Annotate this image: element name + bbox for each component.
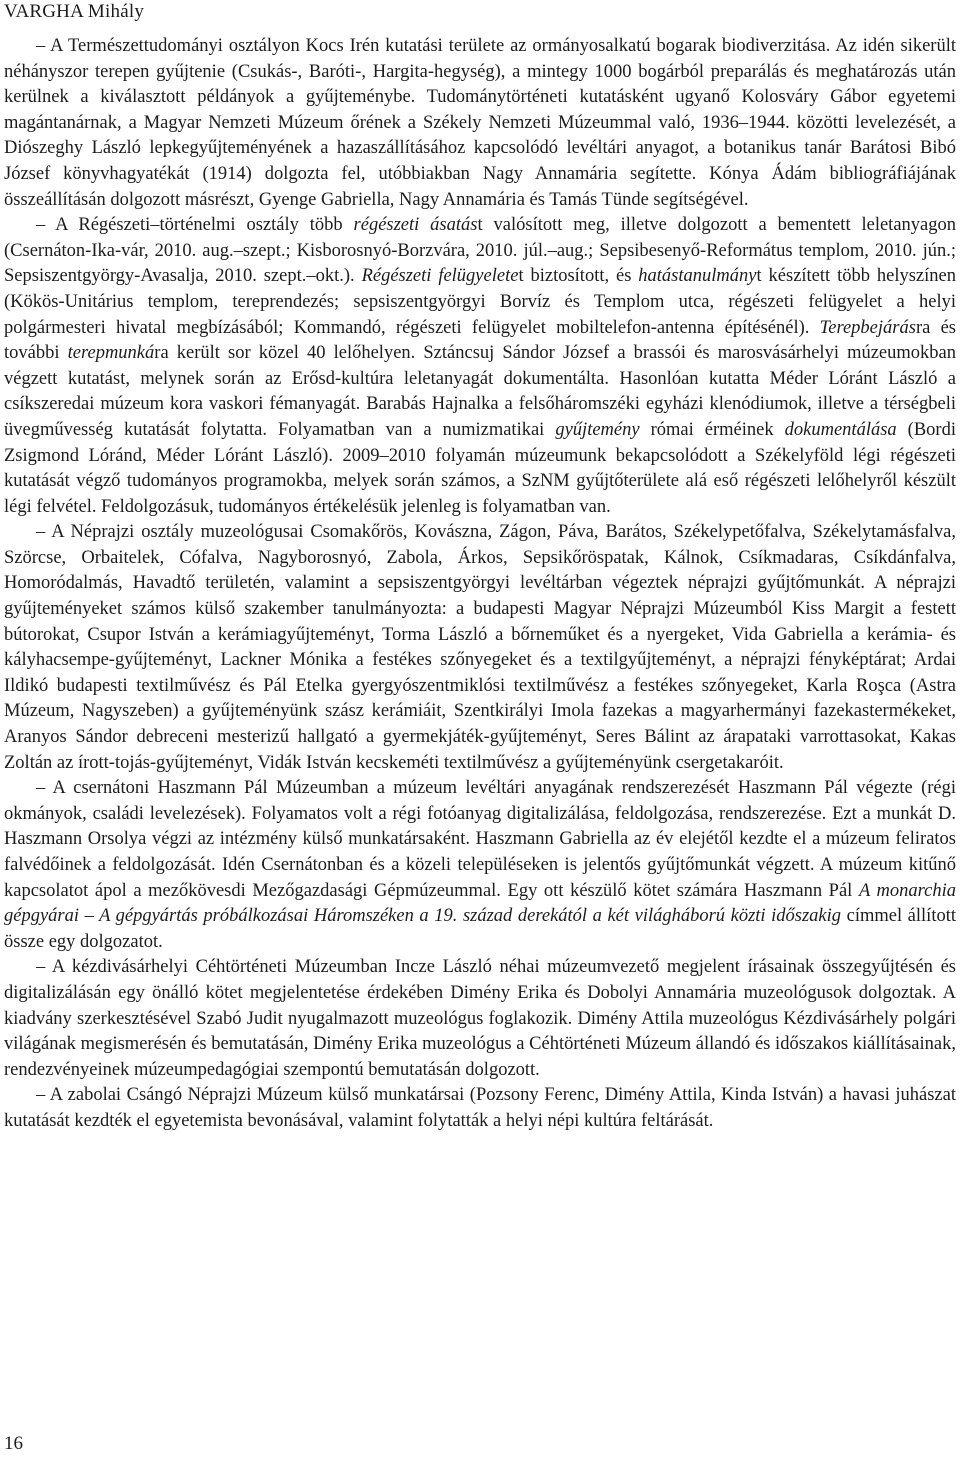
text-run: római érméinek [639,419,785,440]
text-run: – A csernátoni Haszmann Pál Múzeumban a múzeum levéltári anyagának rendszerezését Haszmann Pál végezte (régi okmányok, családi levelezések). Folyamatos volt a régi fotóanyag digitalizálása, feldolgozása, rendszerezése. Ezt a munkát D. Haszmann Orsolya végzi az intézmény külső munkatársaként. Haszmann Gabriella az év elejétől kezdte el a múzeum feliratos falvédőinek a feldolgozását. Idén Csernátonban és a közeli településeken is jelentős gyűjtőmunkát végzett. A múzeum kitűnő kapcsolatot ápol a mezőkövesdi Mezőgazdasági Gépmúzeummal. Egy ott készülő kötet számára Haszmann Pál [4,778,956,901]
text-run: t biztosított, és [518,266,639,287]
article-body [4,34,956,1135]
italic-text: terepmunká [67,343,155,364]
text-run: – A Régészeti–történelmi osztály több [36,215,354,236]
italic-text: régészeti ásatás [353,215,478,236]
italic-text: gyűjtemény [555,419,640,440]
text-run: címmel állított össze egy dolgozatot. [4,906,956,952]
text-run: (Bordi Zsigmond Lóránd, Méder Lóránt László). 2009–2010 folyamán múzeumunk bekapcsolódott a Székelyföld légi régészeti kutatását végző tudományos programokba, melyek során számos, a SzNM gyűjtőterülete alá eső régészeti lelőhelyről készült légi felvétel. Feldolgozásuk, tudományos értékelésük jelenleg is folyamatban van. [4,419,956,517]
page-number: 16 [4,1433,23,1454]
text-run: t készített több helyszínen (Kökös-Unitárius templom, tereprendezés; sepsiszentgyörgyi Borvíz és Templom utca, régészeti felügyelet a helyi polgármesteri hivatal megbízásából; Kommandó, régészeti felügyelet mobiltelefon-antenna építésénél). [4,266,956,338]
text-run: – A Néprajzi osztály muzeológusai Csomakőrös, Kovászna, Zágon, Páva, Barátos, Székelypetőfalva, Székelytamásfalva, Szörcse, Orbaitelek, Cófalva, Nagyborosnyó, Zabola, Árkos, Sepsikőröspatak, Kálnok, Csíkmadaras, Csíkdánfalva, Homoródalmás, Havadtő területén, valamint a sepsiszentgyörgyi levéltárban végeztek néprajzi gyűjtőmunkát. A néprajzi gyűjteményeket számos külső szakember tanulmányozta: a budapesti Magyar Néprajzi Múzeumból Kiss Margit a festett bútorokat, Csupor István a kerámiagyűjteményt, Torma László a bőrneműket és a nyergeket, Vida Gabriella a kerámia- és kályhacsempe-gyűjteményt, Lackner Mónika a festékes szőnyegeket és a textilgyűjteményt, a néprajzi fényképtárat; Ardai Ildikó budapesti textilművész és Pál Etelka gyergyószentmiklósi textilművész a festékes szőnyegeket, Karla Roşca (Astra Múzeum, Nagyszeben) a gyűjteményünk szász kerámiáit, Szentkirályi Imola fazekas a magyarhermányi fazekastermékeket, Aranyos Sándor debreceni mesterizű hallgató a gyermekjáték-gyűjteményt, Seres Bálint az árapataki varrottasokat, Kakas Zoltán az írott-tojás-gyűjteményt, Vidák István kecskeméti textilművész a gyűjteményünk csergetakaróit. [4,522,956,773]
paragraph [4,776,956,955]
text-run: t valósított meg, illetve dolgozott a bementett leletanyagon (Csernáton-Ika-vár, 2010. aug.–szept.; Kisborosnyó-Borzvára, 2010. júl.–aug.; Sepsibesenyő-Református templom, 2010. jún.; Sepsiszentgyörgy-Avasalja, 2010. szept.–okt.). [4,215,956,287]
text-run: – A kézdivásárhelyi Céhtörténeti Múzeumban Incze László néhai múzeumvezető megjelent írásainak összegyűjtésén és digitalizálásán egy önálló kötet megjelentetése érdekében Dimény Erika és Dobolyi Annamária muzeológusok dolgoztak. A kiadvány szerkesztésével Szabó Judit nyugalmazott muzeológus foglakozik. Dimény Attila muzeológus Kézdivásárhely polgári világának megismerésén és bemutatásán, Dimény Erika muzeológus a Céhtörténeti Múzeum állandó és időszakos kiállításainak, rendezvényeinek múzeumpedagógiai szempontú bemutatásán dolgozott. [4,957,956,1080]
paragraph [4,955,956,1083]
italic-text: hatástanulmány [638,266,757,287]
paragraph [4,213,956,520]
text-run: – A zabolai Csángó Néprajzi Múzeum külső munkatársai (Pozsony Ferenc, Dimény Attila, Kinda István) a havasi juhászat kutatását kezdték el egyetemista bevonásával, valamint folytatták a helyi népi kultúra feltárását. [4,1085,956,1131]
paragraph [4,1083,956,1134]
italic-text: Régészeti felügyelete [361,266,519,287]
text-run: ra került sor közel 40 lelőhelyen. Sztáncsuj Sándor József a brassói és marosvásárhelyi múzeumokban végzett kutatást, melynek során az Erősd-kultúra leletanyagát dokumentálta. Hasonlóan kutatta Méder Lóránt László a csíkszeredai múzeum kora vaskori fémanyagát. Barabás Hajnalka a felsőháromszéki egyházi klenódiumok, illetve a térségbeli üvegművesség kutatását folytatta. Folyamatban van a numizmatikai [4,343,956,440]
italic-text: Terepbejárás [819,317,916,338]
running-head-author: VARGHA Mihály [4,1,145,22]
paragraph [4,520,956,776]
paragraph [4,34,956,213]
text-run: ra és további [4,317,956,364]
text-run: – A Természettudományi osztályon Kocs Irén kutatási területe az ormányosalkatú bogarak biodiverzitása. Az idén sikerült néhányszor terepen gyűjtenie (Csukás-, Baróti-, Hargita-hegység), a mintegy 1000 bogárból preparálás és meghatározás után kerülnek a kiválasztott példányok a gyűjteménybe. Tudománytörténeti kutatásként ugyanő Kolosváry Gábor egyetemi magántanárnak, a Magyar Nemzeti Múzeum őrének a Székely Nemzeti Múzeummal való, 1936–1944. közötti levelezését, a Diószeghy László lepkegyűjteményének a hazaszállításához kapcsolódó levéltári anyagot, a botanikus tanár Barátosi Bibó József könyvhagyatékát (1914) dolgozta fel, utóbbiakban Nagy Annamária segítette. Kónya Ádám bibliográfiájának összeállításán dolgozott másrészt, Gyenge Gabriella, Nagy Annamária és Tamás Tünde segítségével. [4,36,956,210]
italic-text: dokumentálása [784,419,897,440]
italic-text: A monarchia gépgyárai – A gépgyártás próbálkozásai Háromszéken a 19. század derekától a két világháború közti időszakig [4,880,956,927]
